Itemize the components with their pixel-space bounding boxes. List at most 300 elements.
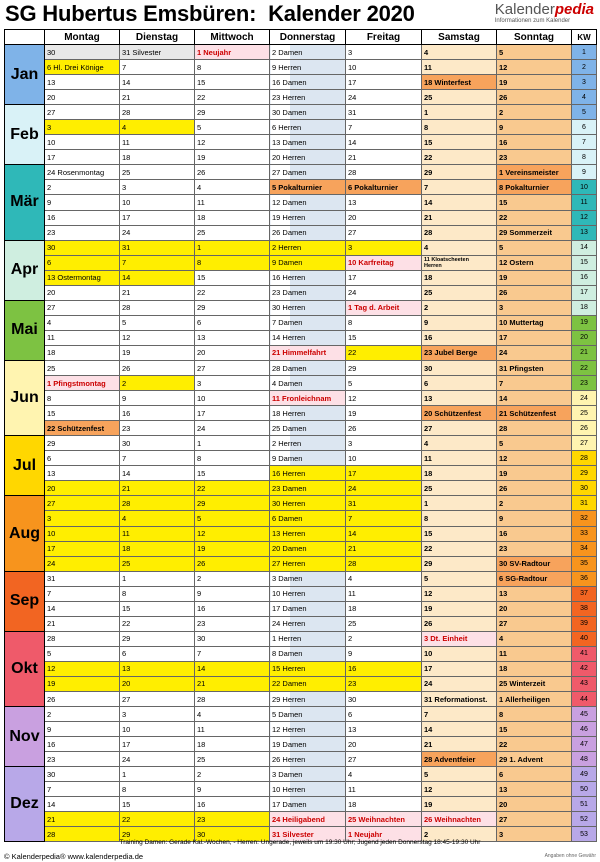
day-cell[interactable] — [270, 541, 346, 556]
day-cell[interactable] — [120, 752, 195, 767]
day-cell[interactable] — [346, 406, 422, 421]
day-cell[interactable] — [45, 315, 120, 330]
day-cell[interactable] — [346, 225, 422, 240]
day-cell[interactable] — [270, 360, 346, 375]
day-cell[interactable] — [497, 692, 572, 707]
day-cell[interactable] — [120, 812, 195, 827]
day-cell[interactable] — [270, 586, 346, 601]
day-cell[interactable] — [497, 391, 572, 406]
day-cell[interactable] — [195, 270, 270, 285]
day-cell[interactable] — [120, 466, 195, 481]
day-cell[interactable] — [270, 616, 346, 631]
day-cell[interactable] — [270, 481, 346, 496]
day-cell[interactable] — [422, 195, 497, 210]
day-cell[interactable] — [195, 195, 270, 210]
day-cell[interactable] — [497, 330, 572, 345]
day-cell[interactable] — [422, 661, 497, 676]
day-cell[interactable] — [195, 300, 270, 315]
day-cell[interactable] — [270, 812, 346, 827]
day-cell[interactable] — [195, 345, 270, 360]
day-cell[interactable] — [45, 782, 120, 797]
day-cell[interactable] — [346, 767, 422, 782]
day-cell[interactable] — [422, 586, 497, 601]
day-cell[interactable] — [422, 496, 497, 511]
day-cell[interactable] — [45, 345, 120, 360]
day-cell[interactable] — [270, 752, 346, 767]
day-cell[interactable] — [45, 195, 120, 210]
day-cell[interactable] — [45, 436, 120, 451]
day-cell[interactable] — [195, 120, 270, 135]
day-cell[interactable] — [270, 571, 346, 586]
day-cell[interactable] — [270, 451, 346, 466]
day-cell[interactable] — [270, 195, 346, 210]
day-cell[interactable] — [270, 661, 346, 676]
day-cell[interactable] — [497, 360, 572, 375]
day-cell[interactable] — [422, 225, 497, 240]
day-cell[interactable] — [195, 436, 270, 451]
day-cell[interactable] — [497, 466, 572, 481]
day-cell[interactable] — [346, 797, 422, 812]
day-cell[interactable] — [195, 60, 270, 75]
day-cell[interactable] — [270, 105, 346, 120]
day-cell[interactable] — [270, 120, 346, 135]
day-cell[interactable] — [497, 285, 572, 300]
day-cell[interactable] — [497, 436, 572, 451]
day-cell[interactable] — [346, 541, 422, 556]
day-cell[interactable] — [120, 631, 195, 646]
day-cell[interactable] — [45, 631, 120, 646]
day-cell[interactable] — [346, 631, 422, 646]
day-cell[interactable] — [497, 210, 572, 225]
day-cell[interactable] — [270, 270, 346, 285]
day-cell[interactable] — [497, 782, 572, 797]
day-cell[interactable] — [120, 210, 195, 225]
day-cell[interactable] — [422, 210, 497, 225]
day-cell[interactable] — [120, 767, 195, 782]
day-cell[interactable] — [270, 406, 346, 421]
day-cell[interactable] — [195, 360, 270, 375]
day-cell[interactable] — [270, 421, 346, 436]
day-cell[interactable] — [346, 481, 422, 496]
day-cell[interactable] — [346, 496, 422, 511]
day-cell[interactable] — [45, 75, 120, 90]
day-cell[interactable] — [346, 195, 422, 210]
day-cell[interactable] — [422, 75, 497, 90]
day-cell[interactable] — [346, 812, 422, 827]
day-cell[interactable] — [346, 210, 422, 225]
day-cell[interactable] — [120, 135, 195, 150]
day-cell[interactable] — [45, 165, 120, 180]
day-cell[interactable] — [120, 120, 195, 135]
day-cell[interactable] — [422, 360, 497, 375]
day-cell[interactable] — [45, 330, 120, 345]
day-cell[interactable] — [497, 270, 572, 285]
day-cell[interactable] — [195, 782, 270, 797]
day-cell[interactable] — [45, 300, 120, 315]
day-cell[interactable] — [195, 240, 270, 255]
day-cell[interactable] — [120, 225, 195, 240]
day-cell[interactable] — [195, 797, 270, 812]
day-cell[interactable] — [195, 737, 270, 752]
day-cell[interactable] — [270, 707, 346, 722]
day-cell[interactable] — [120, 556, 195, 571]
day-cell[interactable] — [497, 165, 572, 180]
day-cell[interactable] — [45, 120, 120, 135]
day-cell[interactable] — [195, 391, 270, 406]
day-cell[interactable] — [270, 135, 346, 150]
day-cell[interactable] — [497, 376, 572, 391]
day-cell[interactable] — [195, 421, 270, 436]
day-cell[interactable] — [120, 255, 195, 270]
day-cell[interactable] — [120, 315, 195, 330]
day-cell[interactable] — [270, 391, 346, 406]
day-cell[interactable] — [346, 601, 422, 616]
day-cell[interactable] — [422, 240, 497, 255]
day-cell[interactable] — [422, 270, 497, 285]
day-cell[interactable] — [270, 75, 346, 90]
day-cell[interactable] — [120, 391, 195, 406]
day-cell[interactable] — [195, 225, 270, 240]
day-cell[interactable] — [270, 255, 346, 270]
day-cell[interactable] — [422, 556, 497, 571]
day-cell[interactable] — [422, 330, 497, 345]
day-cell[interactable] — [422, 406, 497, 421]
day-cell[interactable] — [497, 120, 572, 135]
day-cell[interactable] — [422, 722, 497, 737]
day-cell[interactable] — [195, 541, 270, 556]
day-cell[interactable] — [120, 421, 195, 436]
day-cell[interactable] — [422, 571, 497, 586]
day-cell[interactable] — [270, 436, 346, 451]
day-cell[interactable] — [422, 451, 497, 466]
day-cell[interactable] — [346, 255, 422, 270]
day-cell[interactable] — [422, 526, 497, 541]
day-cell[interactable] — [195, 330, 270, 345]
day-cell[interactable] — [195, 496, 270, 511]
day-cell[interactable] — [195, 586, 270, 601]
day-cell[interactable] — [120, 722, 195, 737]
day-cell[interactable] — [270, 511, 346, 526]
day-cell[interactable] — [270, 646, 346, 661]
day-cell[interactable] — [195, 511, 270, 526]
day-cell[interactable] — [195, 692, 270, 707]
day-cell[interactable] — [422, 150, 497, 165]
day-cell[interactable] — [45, 135, 120, 150]
day-cell[interactable] — [346, 150, 422, 165]
day-cell[interactable] — [270, 466, 346, 481]
day-cell[interactable] — [45, 556, 120, 571]
day-cell[interactable] — [422, 165, 497, 180]
day-cell[interactable] — [422, 737, 497, 752]
day-cell[interactable] — [45, 240, 120, 255]
day-cell[interactable] — [422, 376, 497, 391]
day-cell[interactable] — [120, 496, 195, 511]
day-cell[interactable] — [270, 45, 346, 60]
day-cell[interactable] — [422, 616, 497, 631]
day-cell[interactable] — [45, 451, 120, 466]
day-cell[interactable] — [120, 180, 195, 195]
day-cell[interactable] — [270, 767, 346, 782]
day-cell[interactable] — [346, 722, 422, 737]
day-cell[interactable] — [120, 105, 195, 120]
day-cell[interactable] — [422, 90, 497, 105]
day-cell[interactable] — [120, 360, 195, 375]
day-cell[interactable] — [270, 556, 346, 571]
day-cell[interactable] — [270, 376, 346, 391]
day-cell[interactable] — [346, 315, 422, 330]
day-cell[interactable] — [270, 631, 346, 646]
day-cell[interactable] — [422, 646, 497, 661]
day-cell[interactable] — [120, 451, 195, 466]
day-cell[interactable] — [346, 676, 422, 691]
day-cell[interactable] — [422, 180, 497, 195]
day-cell[interactable] — [270, 300, 346, 315]
day-cell[interactable] — [45, 661, 120, 676]
day-cell[interactable] — [270, 60, 346, 75]
day-cell[interactable] — [45, 255, 120, 270]
day-cell[interactable] — [195, 105, 270, 120]
day-cell[interactable] — [346, 586, 422, 601]
day-cell[interactable] — [120, 436, 195, 451]
day-cell[interactable] — [120, 165, 195, 180]
day-cell[interactable] — [270, 150, 346, 165]
day-cell[interactable] — [346, 391, 422, 406]
day-cell[interactable] — [270, 496, 346, 511]
day-cell[interactable] — [120, 330, 195, 345]
day-cell[interactable] — [497, 586, 572, 601]
day-cell[interactable] — [422, 541, 497, 556]
day-cell[interactable] — [120, 300, 195, 315]
day-cell[interactable] — [120, 601, 195, 616]
day-cell[interactable] — [195, 481, 270, 496]
day-cell[interactable] — [346, 285, 422, 300]
day-cell[interactable] — [346, 270, 422, 285]
day-cell[interactable] — [45, 601, 120, 616]
day-cell[interactable] — [270, 676, 346, 691]
day-cell[interactable] — [45, 421, 120, 436]
day-cell[interactable] — [120, 285, 195, 300]
day-cell[interactable] — [346, 360, 422, 375]
day-cell[interactable] — [120, 737, 195, 752]
day-cell[interactable] — [270, 225, 346, 240]
day-cell[interactable] — [497, 75, 572, 90]
day-cell[interactable] — [497, 631, 572, 646]
day-cell[interactable] — [497, 541, 572, 556]
day-cell[interactable] — [45, 150, 120, 165]
day-cell[interactable] — [346, 436, 422, 451]
day-cell[interactable] — [422, 631, 497, 646]
day-cell[interactable] — [497, 451, 572, 466]
day-cell[interactable] — [120, 60, 195, 75]
day-cell[interactable] — [497, 45, 572, 60]
day-cell[interactable] — [45, 707, 120, 722]
day-cell[interactable] — [120, 586, 195, 601]
day-cell[interactable] — [45, 646, 120, 661]
day-cell[interactable] — [497, 616, 572, 631]
day-cell[interactable] — [346, 782, 422, 797]
day-cell[interactable] — [195, 556, 270, 571]
day-cell[interactable] — [346, 345, 422, 360]
day-cell[interactable] — [120, 406, 195, 421]
day-cell[interactable] — [270, 692, 346, 707]
day-cell[interactable] — [120, 45, 195, 60]
day-cell[interactable] — [497, 646, 572, 661]
day-cell[interactable] — [270, 722, 346, 737]
day-cell[interactable] — [120, 376, 195, 391]
day-cell[interactable] — [45, 60, 120, 75]
day-cell[interactable] — [346, 466, 422, 481]
day-cell[interactable] — [120, 541, 195, 556]
day-cell[interactable] — [422, 797, 497, 812]
day-cell[interactable] — [422, 436, 497, 451]
day-cell[interactable] — [497, 676, 572, 691]
day-cell[interactable] — [270, 797, 346, 812]
day-cell[interactable] — [270, 210, 346, 225]
day-cell[interactable] — [422, 676, 497, 691]
day-cell[interactable] — [497, 150, 572, 165]
day-cell[interactable] — [195, 767, 270, 782]
day-cell[interactable] — [120, 90, 195, 105]
day-cell[interactable] — [195, 676, 270, 691]
day-cell[interactable] — [270, 165, 346, 180]
day-cell[interactable] — [422, 707, 497, 722]
day-cell[interactable] — [346, 451, 422, 466]
day-cell[interactable] — [120, 511, 195, 526]
day-cell[interactable] — [45, 586, 120, 601]
day-cell[interactable] — [195, 285, 270, 300]
day-cell[interactable] — [45, 496, 120, 511]
day-cell[interactable] — [195, 150, 270, 165]
day-cell[interactable] — [346, 752, 422, 767]
day-cell[interactable] — [497, 225, 572, 240]
day-cell[interactable] — [422, 421, 497, 436]
day-cell[interactable] — [346, 661, 422, 676]
day-cell[interactable] — [346, 737, 422, 752]
day-cell[interactable] — [422, 60, 497, 75]
day-cell[interactable] — [346, 135, 422, 150]
day-cell[interactable] — [45, 722, 120, 737]
day-cell[interactable] — [270, 782, 346, 797]
day-cell[interactable] — [346, 240, 422, 255]
day-cell[interactable] — [120, 661, 195, 676]
day-cell[interactable] — [45, 360, 120, 375]
day-cell[interactable] — [422, 345, 497, 360]
day-cell[interactable] — [346, 692, 422, 707]
day-cell[interactable] — [422, 782, 497, 797]
day-cell[interactable] — [346, 526, 422, 541]
day-cell[interactable] — [45, 676, 120, 691]
day-cell[interactable] — [45, 270, 120, 285]
day-cell[interactable] — [422, 255, 497, 270]
day-cell[interactable] — [195, 315, 270, 330]
day-cell[interactable] — [497, 601, 572, 616]
day-cell[interactable] — [497, 752, 572, 767]
day-cell[interactable] — [497, 481, 572, 496]
day-cell[interactable] — [270, 240, 346, 255]
day-cell[interactable] — [422, 391, 497, 406]
day-cell[interactable] — [45, 571, 120, 586]
day-cell[interactable] — [270, 345, 346, 360]
day-cell[interactable] — [195, 616, 270, 631]
day-cell[interactable] — [497, 240, 572, 255]
day-cell[interactable] — [422, 315, 497, 330]
day-cell[interactable] — [45, 737, 120, 752]
day-cell[interactable] — [195, 601, 270, 616]
day-cell[interactable] — [346, 60, 422, 75]
day-cell[interactable] — [195, 722, 270, 737]
day-cell[interactable] — [346, 511, 422, 526]
day-cell[interactable] — [45, 466, 120, 481]
day-cell[interactable] — [195, 210, 270, 225]
day-cell[interactable] — [45, 541, 120, 556]
day-cell[interactable] — [422, 601, 497, 616]
day-cell[interactable] — [45, 767, 120, 782]
day-cell[interactable] — [45, 210, 120, 225]
day-cell[interactable] — [45, 812, 120, 827]
day-cell[interactable] — [497, 180, 572, 195]
day-cell[interactable] — [195, 165, 270, 180]
day-cell[interactable] — [45, 406, 120, 421]
day-cell[interactable] — [497, 345, 572, 360]
day-cell[interactable] — [422, 120, 497, 135]
day-cell[interactable] — [195, 526, 270, 541]
day-cell[interactable] — [120, 345, 195, 360]
day-cell[interactable] — [422, 481, 497, 496]
day-cell[interactable] — [346, 571, 422, 586]
day-cell[interactable] — [195, 90, 270, 105]
day-cell[interactable] — [497, 105, 572, 120]
day-cell[interactable] — [346, 421, 422, 436]
day-cell[interactable] — [346, 90, 422, 105]
day-cell[interactable] — [422, 812, 497, 827]
day-cell[interactable] — [45, 797, 120, 812]
day-cell[interactable] — [120, 150, 195, 165]
day-cell[interactable] — [346, 105, 422, 120]
day-cell[interactable] — [497, 511, 572, 526]
day-cell[interactable] — [120, 797, 195, 812]
day-cell[interactable] — [422, 300, 497, 315]
day-cell[interactable] — [195, 631, 270, 646]
day-cell[interactable] — [45, 511, 120, 526]
day-cell[interactable] — [497, 496, 572, 511]
day-cell[interactable] — [195, 661, 270, 676]
day-cell[interactable] — [270, 315, 346, 330]
day-cell[interactable] — [45, 90, 120, 105]
day-cell[interactable] — [346, 45, 422, 60]
day-cell[interactable] — [497, 556, 572, 571]
day-cell[interactable] — [45, 752, 120, 767]
day-cell[interactable] — [120, 646, 195, 661]
day-cell[interactable] — [195, 75, 270, 90]
day-cell[interactable] — [497, 195, 572, 210]
day-cell[interactable] — [45, 225, 120, 240]
day-cell[interactable] — [120, 692, 195, 707]
day-cell[interactable] — [497, 812, 572, 827]
day-cell[interactable] — [195, 135, 270, 150]
day-cell[interactable] — [120, 782, 195, 797]
day-cell[interactable] — [497, 707, 572, 722]
day-cell[interactable] — [120, 195, 195, 210]
day-cell[interactable] — [270, 526, 346, 541]
day-cell[interactable] — [45, 391, 120, 406]
day-cell[interactable] — [270, 601, 346, 616]
day-cell[interactable] — [45, 526, 120, 541]
day-cell[interactable] — [497, 737, 572, 752]
day-cell[interactable] — [346, 616, 422, 631]
day-cell[interactable] — [45, 105, 120, 120]
day-cell[interactable] — [422, 692, 497, 707]
day-cell[interactable] — [497, 571, 572, 586]
